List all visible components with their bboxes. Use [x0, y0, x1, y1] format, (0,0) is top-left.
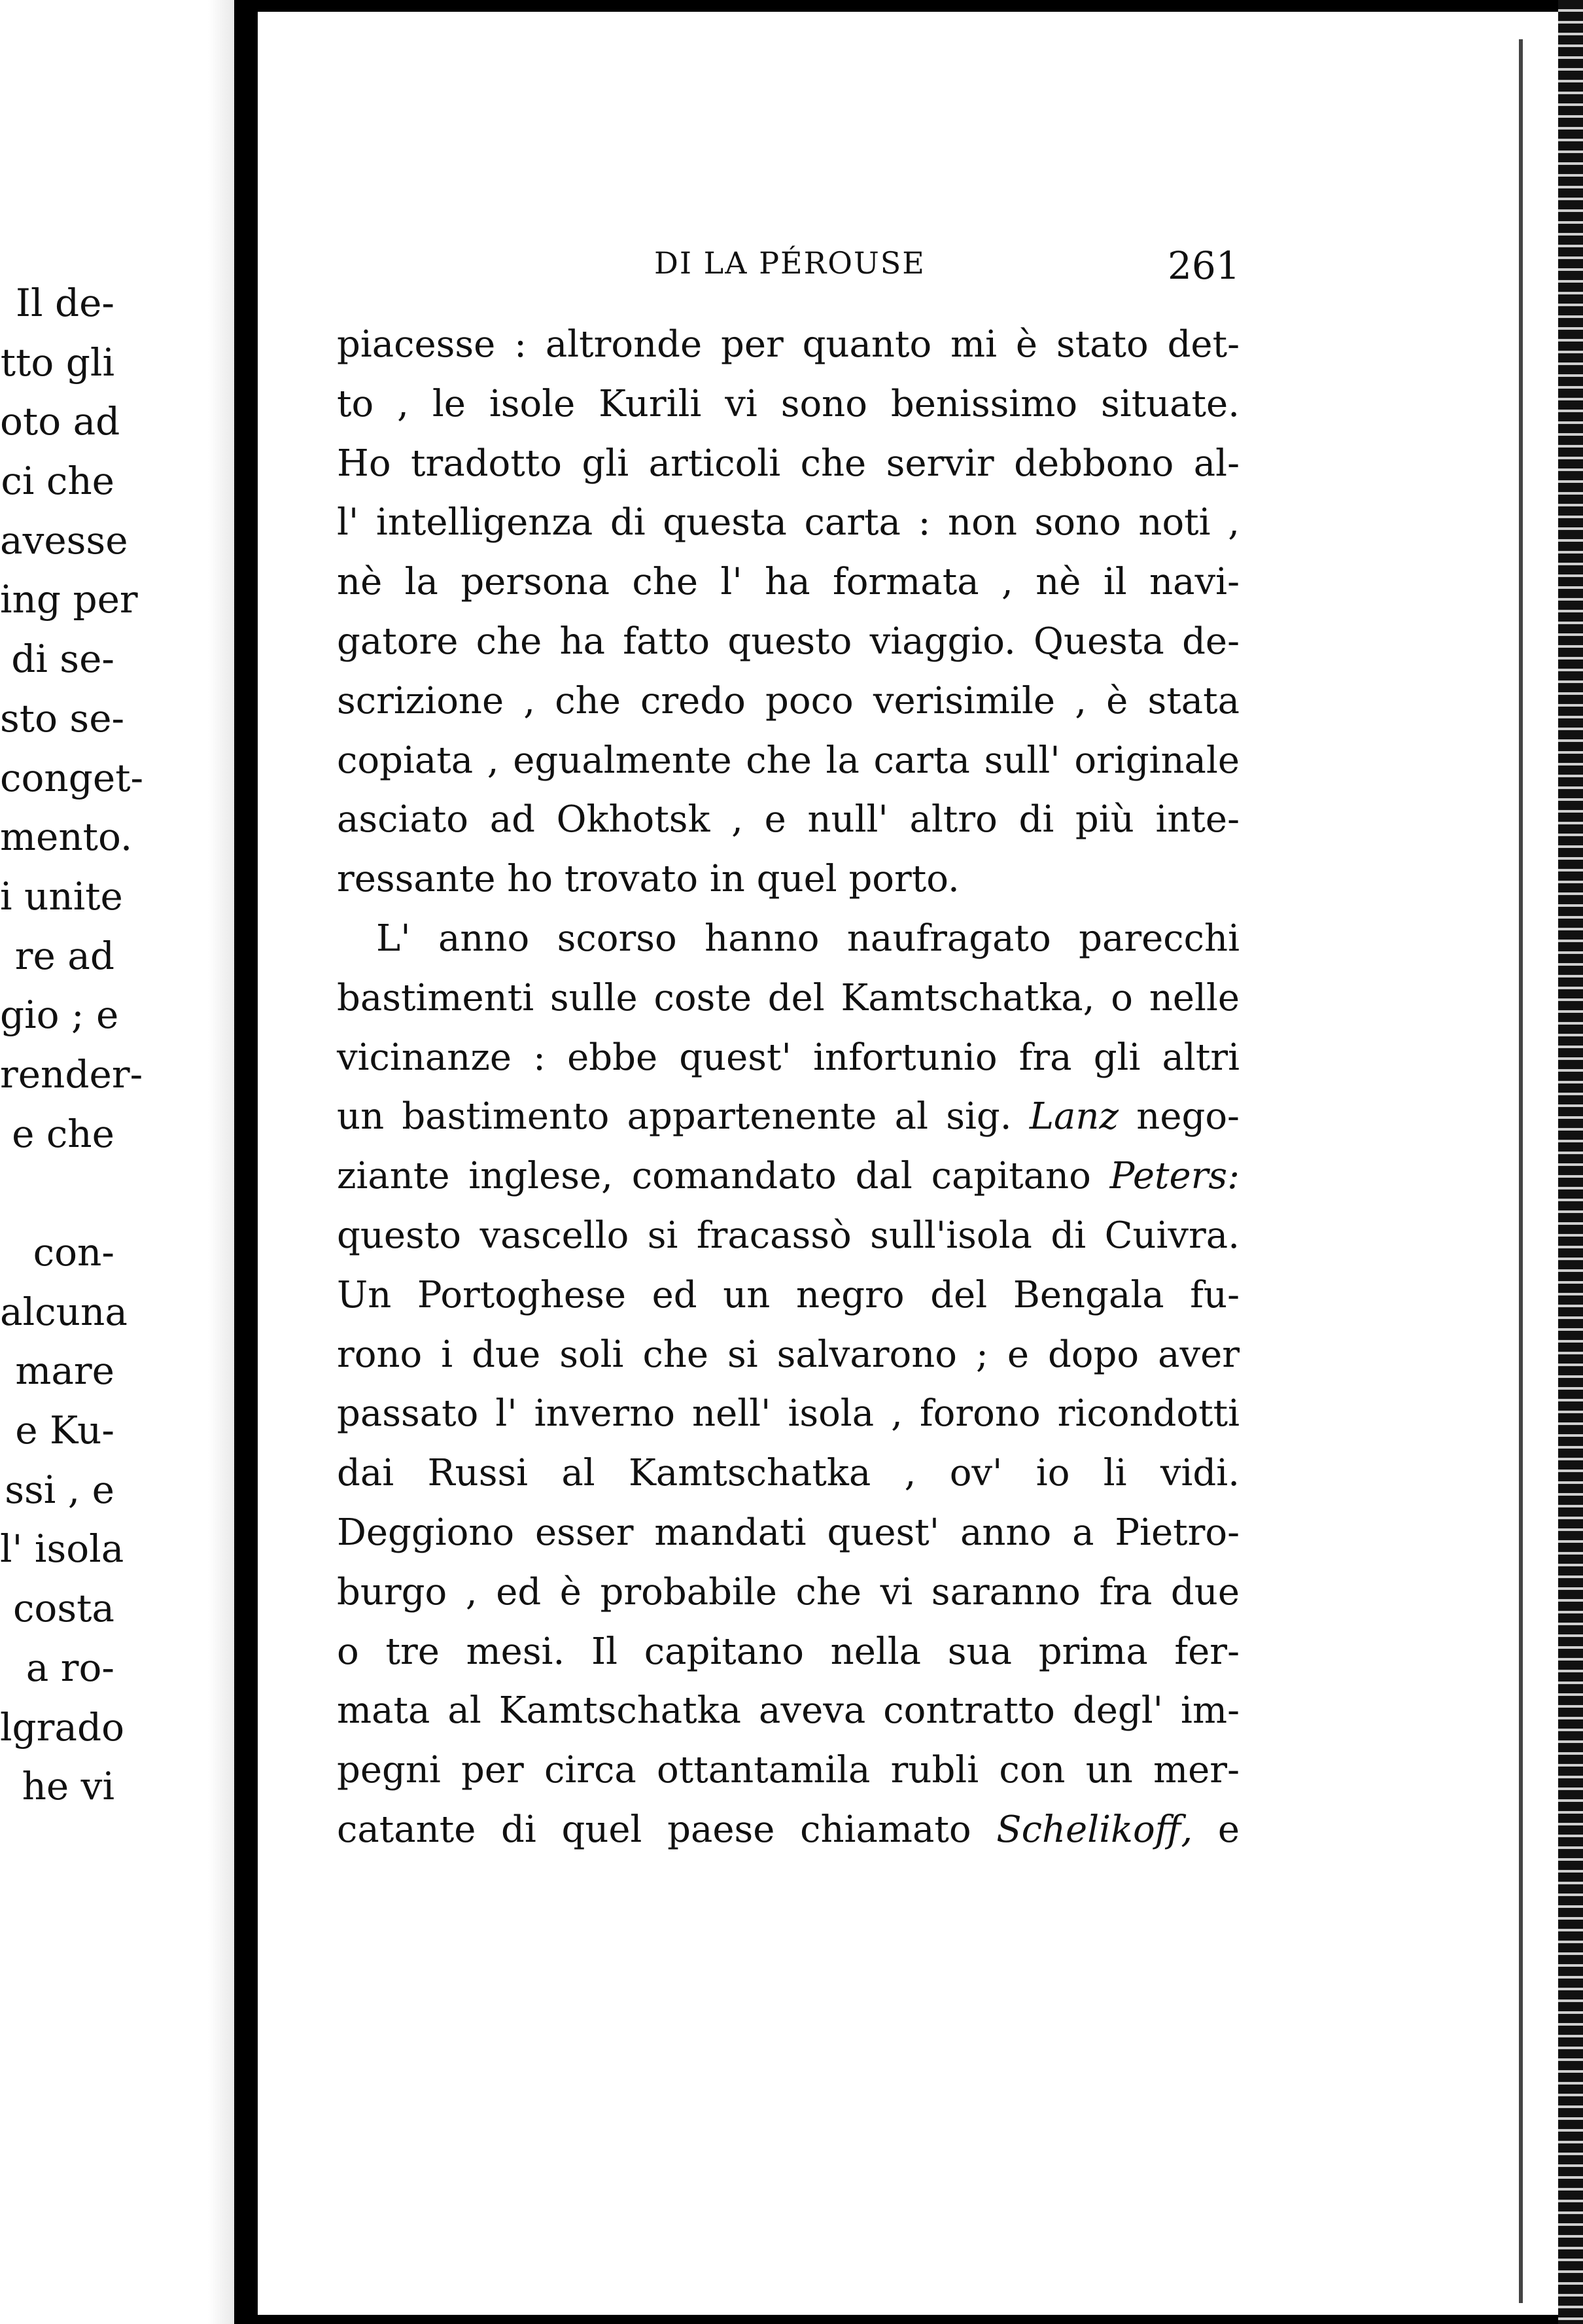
text-line: scrizione , che credo poco verisimile , è stata: [337, 679, 1240, 722]
text-line: Un Portoghese ed un negro del Bengala fu-: [337, 1273, 1240, 1316]
text-line-with-italic: [337, 1147, 1240, 1206]
italic-name: Schelikoff,: [996, 1808, 1193, 1851]
left-line: ci che: [1, 459, 114, 504]
italic-name: Lanz: [1029, 1095, 1119, 1138]
text-line: piacesse : altronde per quanto mi è stato det-: [337, 323, 1240, 366]
text-line: questo vascello si fracassò sull'isola di Cuivra.: [337, 1214, 1240, 1257]
left-line: oto ad: [0, 399, 120, 444]
left-line: e Ku-: [15, 1408, 114, 1453]
left-line: Il de-: [16, 281, 114, 325]
left-line: lgrado: [0, 1704, 125, 1750]
line-text: un bastimento appartenente al sig.: [337, 1095, 1012, 1138]
line-text: catante di quel paese chiamato: [337, 1808, 971, 1851]
left-line: gio ; e: [0, 993, 119, 1038]
line-text: e: [1217, 1808, 1240, 1851]
text-line: passato l' inverno nell' isola , forono ricondotti: [337, 1392, 1240, 1435]
page-edge-stack: [1558, 0, 1583, 2324]
gutter-shadow: [208, 0, 234, 2324]
text-line: vicinanze : ebbe quest' infortunio fra gli altri: [337, 1036, 1240, 1079]
text-line: rono i due soli che si salvarono ; e dopo aver: [337, 1333, 1240, 1376]
text-line: copiata , egualmente che la carta sull' originale: [337, 739, 1240, 782]
text-line: bastimenti sulle coste del Kamtschatka, o nelle: [337, 976, 1240, 1019]
text-line: nè la persona che l' ha formata , nè il navi-: [337, 561, 1240, 604]
text-line: o tre mesi. Il capitano nella sua prima fer-: [337, 1630, 1240, 1673]
left-line: a ro-: [26, 1645, 114, 1690]
left-line: l' isola: [0, 1526, 124, 1572]
text-line: Ho tradotto gli articoli che servir debbono al-: [337, 442, 1240, 485]
book-gutter: [234, 0, 258, 2324]
left-line: [0, 1163, 114, 1223]
text-line: mata al Kamtschatka aveva contratto degl' im-: [337, 1689, 1240, 1733]
running-head: DI LA PÉROUSE: [654, 245, 926, 281]
left-line: ssi , e: [5, 1467, 114, 1512]
line-text: nego-: [1136, 1095, 1240, 1138]
page-number: 261: [1168, 243, 1240, 288]
body-text: [337, 315, 1240, 1860]
text-line: burgo , ed è probabile che vi saranno fra due: [337, 1570, 1240, 1613]
left-line: e che: [12, 1111, 114, 1156]
left-line: sto se-: [0, 695, 125, 741]
text-line: asciato ad Okhotsk , e null' altro di più inte-: [337, 798, 1240, 841]
left-line: costa: [12, 1586, 114, 1631]
text-line: gatore che ha fatto questo viaggio. Questa de-: [337, 620, 1240, 663]
text-line: Deggiono esser mandati quest' anno a Pietro-: [337, 1511, 1240, 1554]
left-line: re ad: [14, 933, 114, 978]
text-line: L' anno scorso hanno naufragato parecchi: [376, 917, 1240, 960]
left-facing-page: [0, 0, 234, 2324]
left-line: avesse: [0, 518, 128, 563]
text-line-with-italic: [337, 1087, 1240, 1147]
left-line: ing per: [0, 577, 138, 622]
text-line: l' intelligenza di questa carta : non sono noti ,: [337, 501, 1240, 544]
left-line: tto gli: [0, 340, 114, 385]
left-page-text: [0, 273, 144, 1816]
left-line: render-: [0, 1051, 143, 1097]
left-line: i unite: [0, 873, 123, 919]
left-line: con-: [33, 1230, 114, 1275]
left-line: alcuna: [0, 1289, 128, 1334]
text-line: pegni per circa ottantamila rubli con un mer-: [337, 1749, 1240, 1792]
text-line: dai Russi al Kamtschatka , ov' io li vidi.: [337, 1452, 1240, 1495]
left-line: conget-: [0, 755, 144, 800]
left-line: mento.: [0, 815, 133, 860]
left-line: he vi: [22, 1764, 114, 1809]
text-line-with-italic: [337, 1801, 1240, 1860]
line-text: ziante inglese, comandato dal capitano: [337, 1155, 1091, 1198]
left-line: di se-: [11, 637, 114, 682]
text-line: to , le isole Kurili vi sono benissimo situate.: [337, 382, 1240, 425]
page-edge-line: [1519, 39, 1523, 2303]
left-line: mare: [15, 1348, 114, 1394]
italic-name: Peters:: [1109, 1155, 1240, 1198]
text-line: ressante ho trovato in quel porto.: [337, 858, 960, 901]
